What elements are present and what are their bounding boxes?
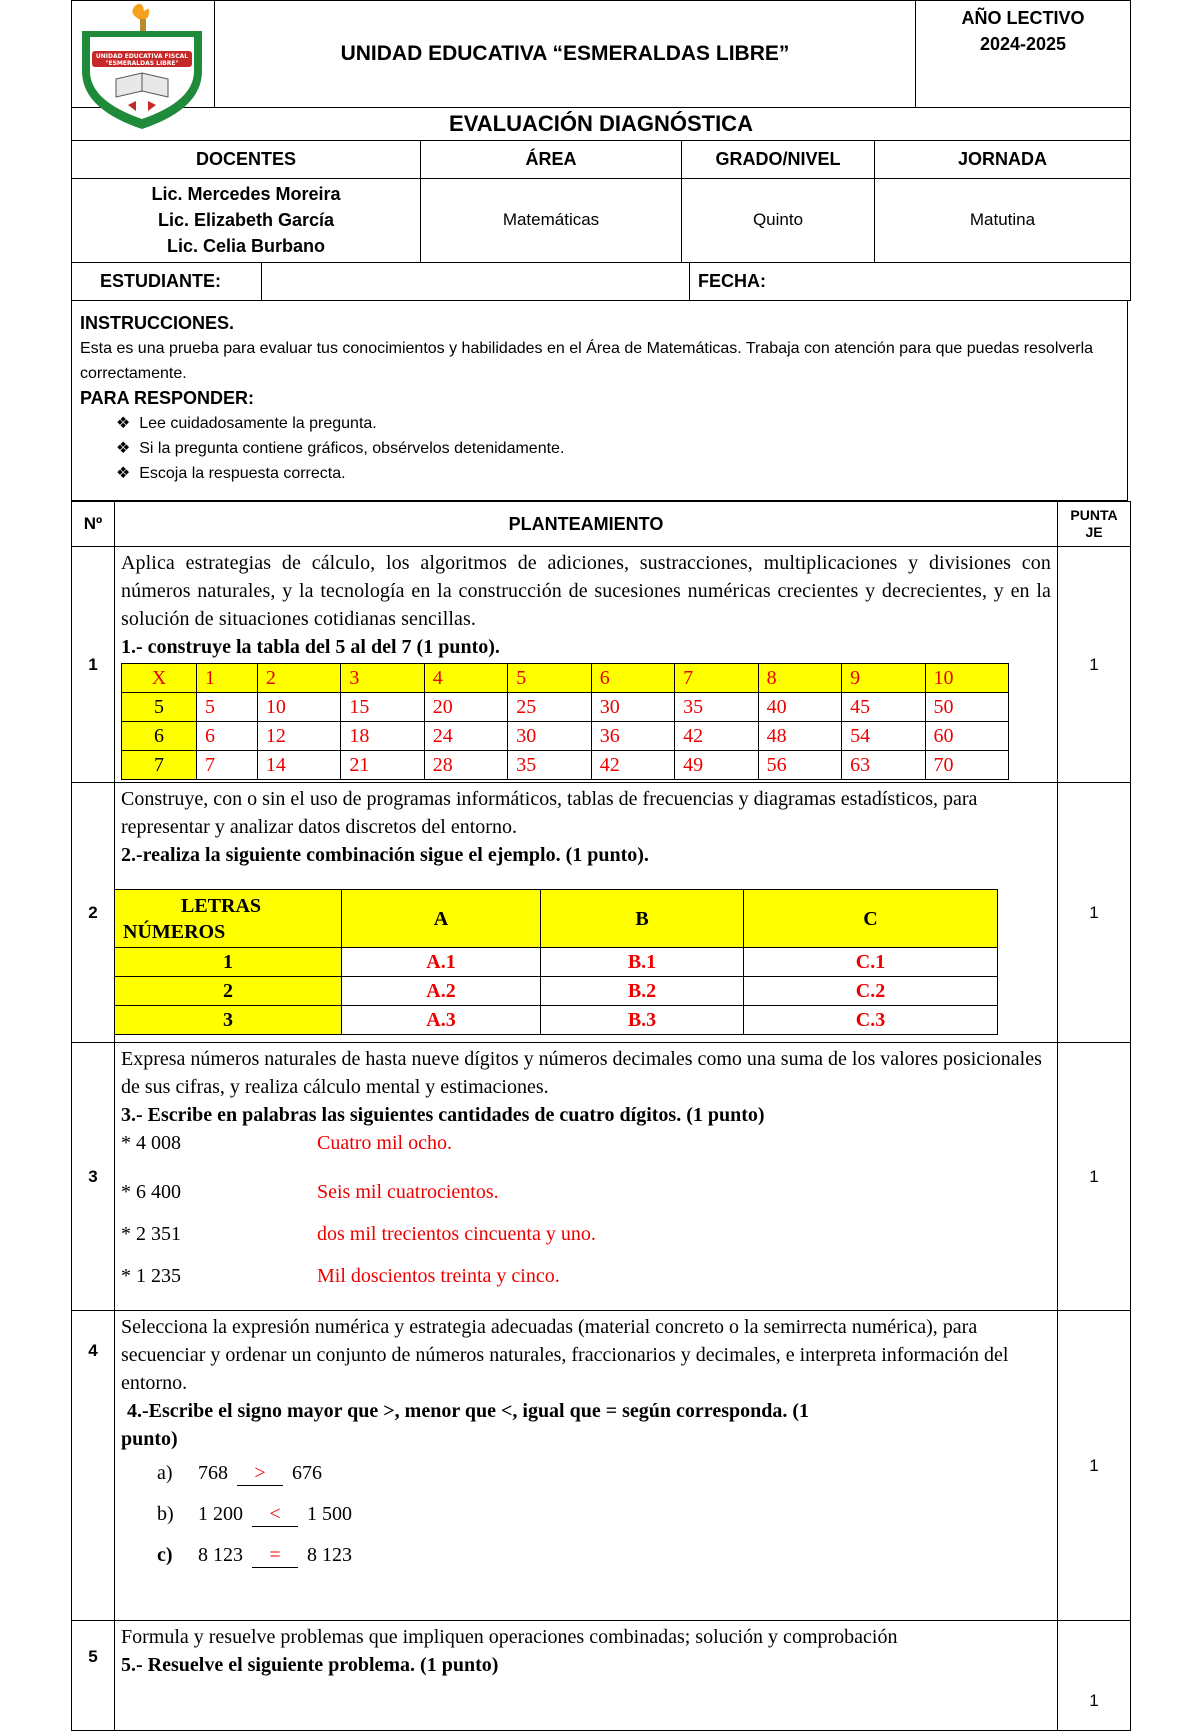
- q1-row-header: X: [122, 664, 197, 693]
- q1-score: 1: [1058, 547, 1131, 783]
- q2-answer-cell: C.1: [744, 948, 998, 977]
- q3-quantity: * 1 235: [121, 1265, 181, 1287]
- q4-right-number: 676: [292, 1462, 322, 1484]
- q1-col-header: 7: [675, 664, 758, 693]
- q4-prompt-2: punto): [121, 1428, 178, 1450]
- q4-item: [157, 1494, 1051, 1535]
- q2-answer-cell: A.3: [342, 1006, 541, 1035]
- q1-col-header: 1: [197, 664, 258, 693]
- q4-number: 4: [72, 1311, 115, 1621]
- q4-sign-answer: <: [252, 1502, 298, 1527]
- q3-item: [121, 1255, 1051, 1297]
- q2-table-row: [115, 948, 998, 977]
- q1-col-header: 10: [925, 664, 1008, 693]
- q1-answer-cell: 14: [257, 751, 340, 780]
- q2-col-c: C: [744, 890, 998, 948]
- q3-answer: Cuatro mil ocho.: [317, 1132, 452, 1154]
- q1-answer-cell: 45: [842, 693, 925, 722]
- q1-answer-cell: 42: [591, 751, 674, 780]
- q3-content: [115, 1043, 1058, 1311]
- q2-table-row: [115, 1006, 998, 1035]
- q1-col-header: 2: [257, 664, 340, 693]
- q5-desc: Formula y resuelve problemas que impliquen operaciones combinadas; solución y comprobación: [121, 1626, 898, 1648]
- estudiante-label: ESTUDIANTE:: [72, 263, 262, 301]
- question-5: [72, 1621, 1131, 1731]
- q2-head-letras-numeros: LETRAS NÚMEROS: [115, 890, 342, 948]
- q1-table-row: [122, 722, 1009, 751]
- question-1: [72, 547, 1131, 783]
- q5-content: [115, 1621, 1058, 1731]
- docentes-list: [72, 178, 421, 262]
- docente-1: Lic. Mercedes Moreira: [151, 184, 341, 204]
- docente-2: Lic. Elizabeth García: [157, 210, 335, 230]
- col-jornada: JORNADA: [875, 140, 1131, 178]
- q4-item: [157, 1535, 1051, 1576]
- q1-answer-cell: 24: [424, 722, 507, 751]
- q4-sign-answer: =: [252, 1543, 298, 1568]
- head-num: Nº: [72, 502, 115, 547]
- q1-row-header: 6: [122, 722, 197, 751]
- q4-score: 1: [1058, 1311, 1131, 1621]
- q2-desc: Construye, con o sin el uso de programas informáticos, tablas de frecuencias y diagramas estadísticos, para representar y analizar datos discretos del entorno.: [121, 788, 978, 838]
- q1-answer-cell: 36: [591, 722, 674, 751]
- q4-items: [121, 1453, 1051, 1576]
- q1-answer-cell: 42: [675, 722, 758, 751]
- q1-prompt: 1.- construye la tabla del 5 al del 7 (1 punto).: [121, 636, 500, 658]
- q4-prompt-1: 4.-Escribe el signo mayor que >, menor que <, igual que = según corresponda. (1: [127, 1400, 810, 1422]
- q2-answer-cell: B.3: [541, 1006, 744, 1035]
- q1-col-header: 4: [424, 664, 507, 693]
- q2-answer-cell: A.1: [342, 948, 541, 977]
- q5-number: 5: [72, 1621, 115, 1731]
- q1-number: 1: [72, 547, 115, 783]
- q5-score: 1: [1058, 1621, 1131, 1731]
- logo-text-1: UNIDAD EDUCATIVA FISCAL: [95, 53, 189, 60]
- header-table: [71, 0, 1131, 108]
- q1-answer-cell: 35: [675, 693, 758, 722]
- q1-desc: Aplica estrategias de cálculo, los algoritmos de adiciones, sustracciones, multiplicaciones y divisiones con números naturales, y la tecnología en la construcción de sucesiones numéricas crecientes y decrecientes, y en la solución de situaciones cotidianas sencillas.: [121, 552, 1051, 630]
- q4-left-number: 1 200: [198, 1503, 243, 1525]
- q2-number: 2: [72, 783, 115, 1043]
- q2-score: 1: [1058, 783, 1131, 1043]
- q1-answer-cell: 48: [758, 722, 841, 751]
- q1-answer-cell: 18: [341, 722, 424, 751]
- questions-table: [71, 501, 1131, 1731]
- q1-col-header: 8: [758, 664, 841, 693]
- respond-title: PARA RESPONDER:: [80, 388, 255, 408]
- q1-col-header: 5: [508, 664, 591, 693]
- q3-quantity: * 2 351: [121, 1223, 181, 1245]
- question-2: [72, 783, 1131, 1043]
- q2-prompt: 2.-realiza la siguiente combinación sigue el ejemplo. (1 punto).: [121, 844, 649, 866]
- q1-answer-cell: 50: [925, 693, 1008, 722]
- q1-answer-cell: 21: [341, 751, 424, 780]
- q1-row-header: 7: [122, 751, 197, 780]
- fecha-label: FECHA:: [690, 263, 1131, 301]
- q3-quantity: * 4 008: [121, 1132, 181, 1154]
- year-value: 2024-2025: [979, 34, 1067, 54]
- q1-answer-cell: 54: [842, 722, 925, 751]
- q4-left-number: 8 123: [198, 1544, 243, 1566]
- q1-table-row: [122, 751, 1009, 780]
- q4-sign-answer: >: [237, 1461, 283, 1486]
- q1-answer-cell: 20: [424, 693, 507, 722]
- q3-item: [121, 1129, 1051, 1171]
- diamond-bullet-icon: ❖: [116, 415, 131, 432]
- estudiante-field[interactable]: [262, 263, 690, 301]
- q1-answer-cell: 25: [508, 693, 591, 722]
- q2-col-a: A: [342, 890, 541, 948]
- q4-right-number: 1 500: [307, 1503, 352, 1525]
- q2-answer-cell: B.2: [541, 977, 744, 1006]
- q1-answer-cell: 10: [257, 693, 340, 722]
- q2-row-number: 1: [115, 948, 342, 977]
- col-grado: GRADO/NIVEL: [682, 140, 875, 178]
- question-3: [72, 1043, 1131, 1311]
- q2-answer-cell: C.3: [744, 1006, 998, 1035]
- q1-multiplication-table: [121, 663, 1009, 780]
- q3-number: 3: [72, 1043, 115, 1311]
- q1-answer-cell: 70: [925, 751, 1008, 780]
- school-year: [916, 1, 1131, 108]
- q2-answer-cell: A.2: [342, 977, 541, 1006]
- q1-answer-cell: 7: [197, 751, 258, 780]
- q2-answer-cell: C.2: [744, 977, 998, 1006]
- q4-item-label: c): [157, 1544, 173, 1566]
- q3-answer: Mil doscientos treinta y cinco.: [317, 1265, 560, 1287]
- q2-row-number: 3: [115, 1006, 342, 1035]
- q2-row-number: 2: [115, 977, 342, 1006]
- year-label: AÑO LECTIVO: [961, 8, 1085, 28]
- bullet-3: ❖ Escoja la respuesta correcta.: [116, 465, 346, 482]
- docente-3: Lic. Celia Burbano: [166, 236, 326, 256]
- jornada-value: Matutina: [875, 178, 1131, 262]
- q1-answer-cell: 12: [257, 722, 340, 751]
- q3-answer: dos mil trecientos cincuenta y uno.: [317, 1223, 596, 1245]
- q1-col-header: 9: [842, 664, 925, 693]
- instructions-box: [71, 301, 1128, 501]
- q4-item: [157, 1453, 1051, 1494]
- q4-item-label: b): [157, 1503, 174, 1525]
- q3-item: [121, 1171, 1051, 1213]
- q1-answer-cell: 30: [508, 722, 591, 751]
- q1-table-row: [122, 693, 1009, 722]
- q3-item: [121, 1213, 1051, 1255]
- q1-answer-cell: 63: [842, 751, 925, 780]
- school-logo: [72, 1, 215, 108]
- q4-item-label: a): [157, 1462, 173, 1484]
- q2-content: [115, 783, 1058, 1043]
- eval-title: EVALUACIÓN DIAGNÓSTICA: [72, 108, 1131, 140]
- q4-left-number: 768: [198, 1462, 228, 1484]
- diamond-bullet-icon: ❖: [116, 465, 131, 482]
- q1-table-row: [122, 664, 1009, 693]
- q4-right-number: 8 123: [307, 1544, 352, 1566]
- q3-quantity: * 6 400: [121, 1181, 181, 1203]
- instructions-title: INSTRUCCIONES.: [80, 313, 235, 333]
- q3-items: [121, 1129, 1051, 1297]
- logo-text-2: "ESMERALDAS LIBRE": [105, 60, 179, 67]
- q1-content: [115, 547, 1058, 783]
- q1-answer-cell: 28: [424, 751, 507, 780]
- q1-answer-cell: 56: [758, 751, 841, 780]
- q3-desc: Expresa números naturales de hasta nueve dígitos y números decimales como una suma de los valores posicionales de sus cifras, y realiza cálculo mental y estimaciones.: [121, 1048, 1042, 1098]
- q2-combination-table: [114, 889, 998, 1035]
- q3-answer: Seis mil cuatrocientos.: [317, 1181, 499, 1203]
- head-planteamiento: PLANTEAMIENTO: [115, 502, 1058, 547]
- q1-answer-cell: 30: [591, 693, 674, 722]
- q2-table-row: [115, 977, 998, 1006]
- q1-answer-cell: 49: [675, 751, 758, 780]
- col-docentes: DOCENTES: [72, 140, 421, 178]
- question-4: [72, 1311, 1131, 1621]
- instructions-text: Esta es una prueba para evaluar tus conocimientos y habilidades en el Área de Matemáticas. Trabaja con atención para que puedas resolverla correctamente.: [80, 340, 1094, 382]
- diamond-bullet-icon: ❖: [116, 440, 131, 457]
- q1-row-header: 5: [122, 693, 197, 722]
- exam-page: [71, 0, 1131, 1731]
- student-table: [71, 263, 1131, 302]
- q1-answer-cell: 5: [197, 693, 258, 722]
- head-puntaje: PUNTA JE: [1058, 502, 1131, 547]
- col-area: ÁREA: [421, 140, 682, 178]
- info-table: [71, 108, 1131, 263]
- q4-desc: Selecciona la expresión numérica y estrategia adecuadas (material concreto o la semirrecta numérica), para secuenciar y ordenar un conjunto de números naturales, fraccionarios y decimales, e interpreta información del entorno.: [121, 1316, 1009, 1394]
- bullet-2: ❖ Si la pregunta contiene gráficos, obsérvelos detenidamente.: [116, 440, 565, 457]
- q1-answer-cell: 40: [758, 693, 841, 722]
- q1-answer-cell: 35: [508, 751, 591, 780]
- q3-score: 1: [1058, 1043, 1131, 1311]
- q1-col-header: 3: [341, 664, 424, 693]
- q1-answer-cell: 6: [197, 722, 258, 751]
- q5-prompt: 5.- Resuelve el siguiente problema. (1 punto): [121, 1654, 499, 1676]
- q3-prompt: 3.- Escribe en palabras las siguientes cantidades de cuatro dígitos. (1 punto): [121, 1104, 765, 1126]
- q2-col-b: B: [541, 890, 744, 948]
- grado-value: Quinto: [682, 178, 875, 262]
- school-title: UNIDAD EDUCATIVA “ESMERALDAS LIBRE”: [215, 1, 916, 108]
- q1-answer-cell: 15: [341, 693, 424, 722]
- bullet-1: ❖ Lee cuidadosamente la pregunta.: [116, 415, 377, 432]
- q1-answer-cell: 60: [925, 722, 1008, 751]
- area-value: Matemáticas: [421, 178, 682, 262]
- q1-col-header: 6: [591, 664, 674, 693]
- q2-answer-cell: B.1: [541, 948, 744, 977]
- q4-content: [115, 1311, 1058, 1621]
